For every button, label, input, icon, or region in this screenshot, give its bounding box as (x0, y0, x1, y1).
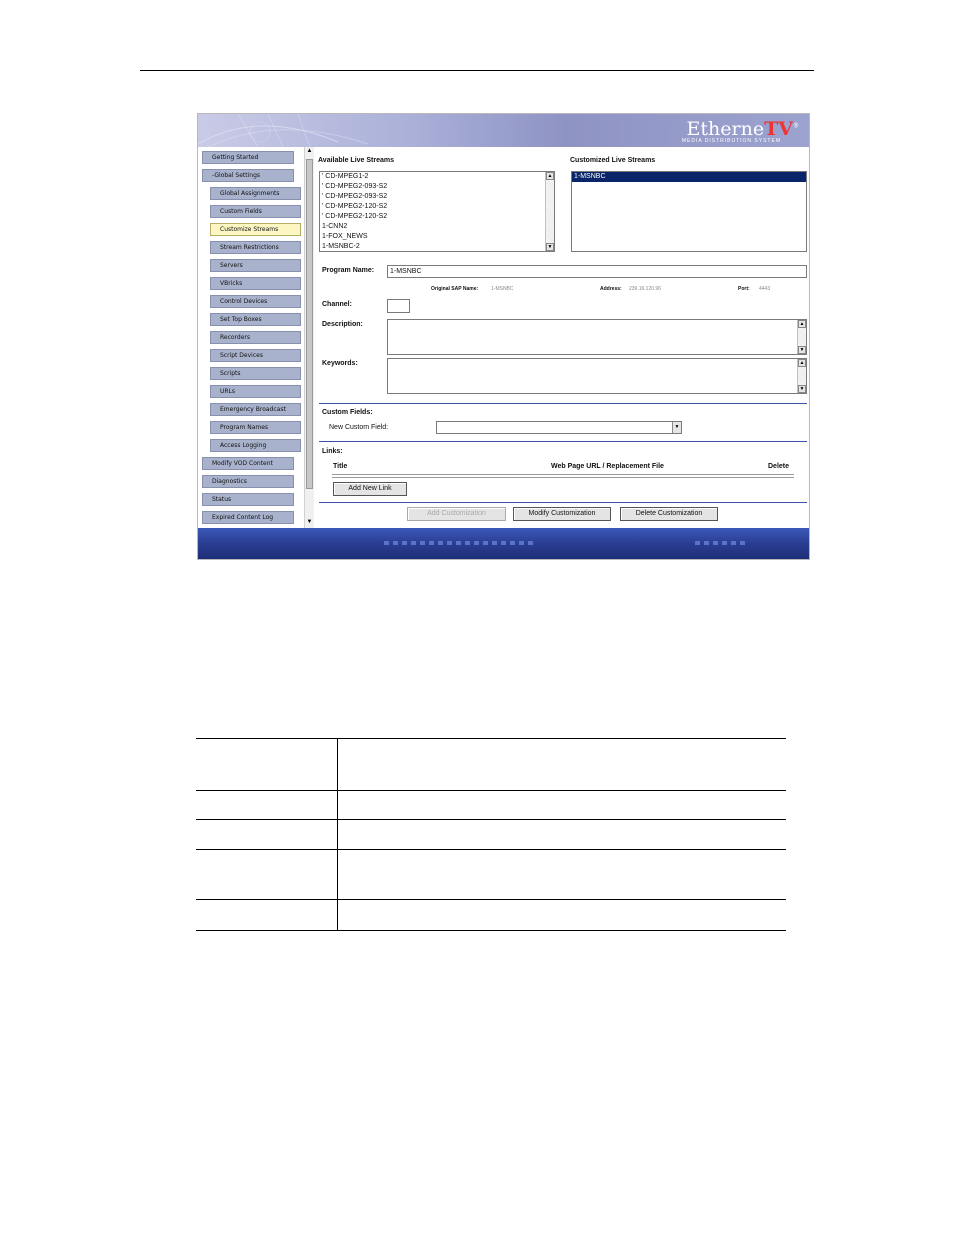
section-divider (319, 441, 807, 442)
add-new-link-button[interactable]: Add New Link (333, 482, 407, 496)
app-banner (198, 114, 809, 147)
sidebar-item[interactable]: Custom Fields (210, 205, 301, 218)
footer-dots-right (695, 541, 745, 545)
description-scrollbar[interactable] (797, 320, 806, 354)
table-row (196, 791, 786, 820)
desc-scroll-up-icon[interactable]: ▲ (799, 321, 805, 327)
table-cell (196, 850, 337, 900)
table-cell (337, 820, 786, 850)
sidebar-item[interactable]: Scripts (210, 367, 301, 380)
channel-input[interactable] (387, 299, 410, 313)
scroll-up-arrow-icon[interactable]: ▲ (306, 148, 313, 154)
sidebar-item[interactable]: VBricks (210, 277, 301, 290)
available-streams-label: Available Live Streams (318, 157, 395, 164)
table-cell (196, 900, 337, 931)
sidebar-item[interactable]: Customize Streams (210, 223, 301, 236)
table-cell (337, 791, 786, 820)
links-label: Links: (322, 448, 343, 455)
list-item[interactable]: 1-FOX_NEWS (322, 233, 368, 240)
section-divider (319, 403, 807, 404)
list-item[interactable]: ' CD-MPEG1-2 (322, 173, 369, 180)
table-cell (337, 850, 786, 900)
sidebar-item[interactable]: URLs (210, 385, 301, 398)
table-cell (337, 739, 786, 791)
list-item[interactable]: 1-MSNBC-2 (322, 243, 360, 250)
table-row (196, 820, 786, 850)
scrollbar-thumb[interactable] (306, 159, 313, 489)
sidebar-item[interactable]: Access Logging (210, 439, 301, 452)
port-value: 4443 (759, 286, 771, 292)
address-value: 239.16.120.96 (629, 286, 661, 292)
sidebar-item[interactable]: Stream Restrictions (210, 241, 301, 254)
table-row (196, 850, 786, 900)
app-footer-bar (198, 528, 809, 559)
list-item[interactable]: ' CD-MPEG2-093-S2 (322, 183, 388, 190)
list-item[interactable]: ' CD-MPEG2-120-S2 (322, 203, 388, 210)
document-table (196, 738, 786, 931)
table-row (196, 739, 786, 791)
address-label: Address: (600, 286, 622, 292)
keywords-scrollbar[interactable] (797, 359, 806, 393)
sidebar-item[interactable]: Control Devices (210, 295, 301, 308)
links-col-title: Title (333, 463, 348, 470)
sidebar-item[interactable]: Expired Content Log (202, 511, 294, 524)
sidebar-item[interactable]: Modify VOD Content (202, 457, 294, 470)
custom-fields-label: Custom Fields: (322, 409, 373, 416)
delete-customization-button[interactable]: Delete Customization (620, 507, 718, 521)
new-custom-field-select[interactable] (436, 421, 682, 434)
description-label: Description: (322, 321, 363, 328)
desc-scroll-down-icon[interactable]: ▼ (799, 347, 805, 353)
table-cell (196, 820, 337, 850)
sidebar-item[interactable]: Emergency Broadcast (210, 403, 301, 416)
keywords-label: Keywords: (322, 360, 358, 367)
available-streams-list[interactable] (319, 171, 555, 252)
sap-name-value: 1-MSNBC (491, 286, 514, 292)
description-textarea[interactable] (387, 319, 807, 355)
section-divider (319, 502, 807, 503)
keywords-textarea[interactable] (387, 358, 807, 394)
list-item[interactable]: 1-CNN2 (322, 223, 348, 230)
list-item[interactable]: ' CD-MPEG2-093-S2 (322, 193, 388, 200)
dropdown-arrow-icon[interactable]: ▼ (672, 422, 681, 433)
links-col-delete: Delete (768, 463, 790, 470)
sidebar-item[interactable]: Set Top Boxes (210, 313, 301, 326)
modify-customization-button[interactable]: Modify Customization (513, 507, 611, 521)
available-list-scrollbar[interactable] (545, 172, 554, 251)
links-header-rule (332, 477, 794, 478)
list-item[interactable]: 1-MSNBC (572, 172, 806, 182)
sidebar-item[interactable]: Status (202, 493, 294, 506)
sidebar-item[interactable]: Servers (210, 259, 301, 272)
sap-name-label: Original SAP Name: (431, 286, 479, 292)
add-customization-button[interactable]: Add Customization (407, 507, 506, 521)
page-header-rule (140, 70, 814, 71)
links-header-rule (332, 474, 794, 475)
app-screenshot (197, 113, 810, 560)
channel-label: Channel: (322, 301, 352, 308)
footer-dots-left (384, 541, 533, 545)
kw-scroll-down-icon[interactable]: ▼ (799, 386, 805, 392)
sidebar-item[interactable]: Getting Started (202, 151, 294, 164)
logo-subtitle: MEDIA DISTRIBUTION SYSTEM (681, 138, 781, 144)
customized-streams-list[interactable] (571, 171, 807, 252)
sidebar-item[interactable]: Script Devices (210, 349, 301, 362)
program-name-label: Program Name: (322, 267, 375, 274)
table-cell (337, 900, 786, 931)
new-custom-field-label: New Custom Field: (329, 424, 389, 431)
program-name-input[interactable]: 1-MSNBC (387, 265, 807, 278)
port-label: Port: (738, 286, 750, 292)
links-col-url: Web Page URL / Replacement File (551, 463, 664, 470)
sidebar-item[interactable]: -Global Settings (202, 169, 294, 182)
sidebar-nav (198, 147, 304, 528)
customized-streams-label: Customized Live Streams (570, 157, 656, 164)
table-cell (196, 739, 337, 791)
scroll-down-arrow-icon[interactable]: ▼ (306, 519, 313, 525)
table-row (196, 900, 786, 931)
sidebar-item[interactable]: Diagnostics (202, 475, 294, 488)
sidebar-scrollbar[interactable] (304, 147, 314, 528)
table-cell (196, 791, 337, 820)
sidebar-item[interactable]: Recorders (210, 331, 301, 344)
list-item[interactable]: ' CD-MPEG2-120-S2 (322, 213, 388, 220)
sidebar-item[interactable]: Program Names (210, 421, 301, 434)
sidebar-item[interactable]: Global Assignments (210, 187, 301, 200)
kw-scroll-up-icon[interactable]: ▲ (799, 360, 805, 366)
list-scroll-down-icon[interactable]: ▼ (547, 244, 553, 250)
ethernetv-logo: EtherneTV® (686, 118, 799, 140)
list-scroll-up-icon[interactable]: ▲ (547, 173, 553, 179)
